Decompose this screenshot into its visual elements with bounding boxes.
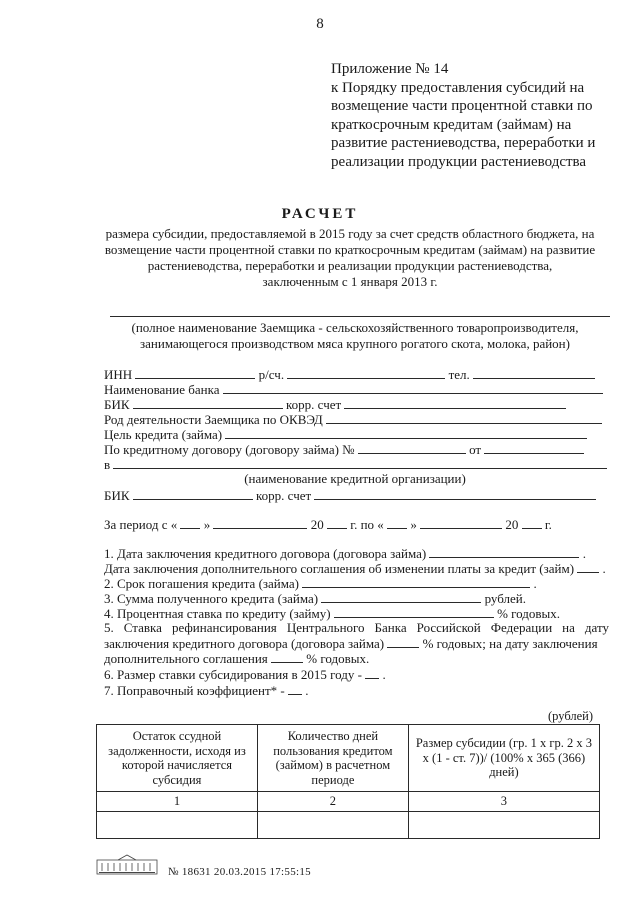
document-registration-stamp: № 18631 20.03.2015 17:55:15	[168, 866, 311, 878]
phone-field[interactable]	[473, 366, 595, 379]
period-year-prefix-2: 20	[505, 517, 519, 532]
bik-field-2[interactable]	[133, 487, 253, 500]
in-label: в	[104, 457, 111, 472]
item-1b-label: Дата заключения дополнительного соглашения об изменении платы за кредит (займ)	[104, 561, 575, 576]
appendix-line: реализации продукции растениеводства	[331, 153, 587, 170]
subtitle-line: заключенным с 1 января 2013 г.	[262, 274, 438, 289]
account-field[interactable]	[287, 366, 445, 379]
document-subtitle	[90, 226, 610, 290]
item-3-label: 3. Сумма полученного кредита (займа)	[104, 591, 319, 606]
purpose-field[interactable]	[225, 426, 587, 439]
period-close-quote: »	[203, 517, 211, 532]
bank-name-field[interactable]	[223, 381, 603, 394]
corr-account-field-2[interactable]	[314, 487, 596, 500]
inn-label: ИНН	[104, 367, 133, 382]
header-cell: Размер субсидии (гр. 1 х гр. 2 х 3 х (1 - ст. 7))/ (100% х 365 (366) дней)	[408, 725, 599, 792]
appendix-line: к Порядку предоставления субсидий на	[331, 79, 585, 96]
item-4-label: 4. Процентная ставка по кредиту (займу)	[104, 606, 331, 621]
item-6-label: 6. Размер ставки субсидирования в 2015 году -	[104, 667, 362, 682]
subtitle-line: растениеводства, переработки и реализации продукции растениеводства,	[147, 258, 553, 273]
header-cell: Количество дней пользования кредитом (займом) в расчетном периоде	[257, 725, 408, 792]
period-year-suffix-2: г.	[544, 517, 552, 532]
item-5-rate-field-2[interactable]	[271, 650, 303, 663]
period-to-day[interactable]	[387, 516, 407, 529]
item-1-end: .	[582, 546, 586, 561]
bank-name-label: Наименование банка	[104, 382, 220, 397]
period-year-prefix: 20	[310, 517, 324, 532]
contract-date-field[interactable]	[484, 441, 584, 454]
bik-field[interactable]	[133, 396, 283, 409]
corr-account-label-2: корр. счет	[256, 488, 312, 503]
period-prefix: За период с «	[104, 517, 178, 532]
table-number-row	[97, 792, 600, 812]
borrower-note	[100, 320, 610, 352]
item-1b-field[interactable]	[577, 560, 599, 573]
item-2-end: .	[533, 576, 537, 591]
item-6-field[interactable]	[365, 666, 379, 679]
item-2-field[interactable]	[302, 575, 530, 588]
bik-label-2: БИК	[104, 488, 130, 503]
credit-org-field[interactable]	[113, 456, 607, 469]
item-7-end: .	[305, 683, 309, 698]
item-7-label: 7. Поправочный коэффициент* -	[104, 683, 285, 698]
item-5-label: заключения кредитного договора (договора займа)	[104, 636, 385, 651]
item-2-label: 2. Срок погашения кредита (займа)	[104, 576, 299, 591]
item-1-field[interactable]	[429, 545, 579, 558]
appendix-line: краткосрочным кредитам (займам) на	[331, 116, 572, 133]
period-year-suffix: г. по «	[350, 517, 384, 532]
item-7-field[interactable]	[288, 682, 302, 695]
phone-label: тел.	[448, 367, 470, 382]
item-7	[104, 682, 308, 699]
activity-field[interactable]	[326, 411, 602, 424]
column-number: 2	[257, 792, 408, 812]
period-close-quote-2: »	[410, 517, 417, 532]
period-from-month[interactable]	[213, 516, 307, 529]
account-label: р/сч.	[258, 367, 285, 382]
contract-from-label: от	[469, 442, 482, 457]
subtitle-line: размера субсидии, предоставляемой в 2015 году за счет средств областного бюджета, на	[105, 226, 595, 241]
subtitle-line: возмещение части процентной ставки по краткосрочным кредитам (займам) на развитие	[104, 242, 596, 257]
item-1b-end: .	[602, 561, 606, 576]
item-5-label-2: % годовых; на дату заключения	[422, 636, 598, 651]
borrower-note-line: (полное наименование Заемщика - сельскохозяйственного товаропроизводителя,	[131, 320, 579, 335]
item-6	[104, 666, 386, 683]
table-header-row	[97, 725, 600, 792]
period-from-day[interactable]	[180, 516, 200, 529]
item-3-field[interactable]	[321, 590, 481, 603]
item-1-label: 1. Дата заключения кредитного договора (договора займа)	[104, 546, 427, 561]
column-number: 1	[97, 792, 258, 812]
column-number: 3	[408, 792, 599, 812]
period-to-year[interactable]	[522, 516, 542, 529]
appendix-header	[331, 60, 595, 171]
appendix-line: возмещение части процентной ставки по	[331, 98, 593, 114]
table-cell[interactable]	[257, 811, 408, 838]
item-4-field[interactable]	[334, 605, 494, 618]
bik-label: БИК	[104, 397, 130, 412]
item-5-line-3	[104, 650, 369, 667]
bik-row-2	[104, 487, 596, 504]
item-3-end: рублей.	[484, 591, 527, 606]
corr-account-label: корр. счет	[286, 397, 342, 412]
appendix-line: Приложение № 14	[331, 61, 449, 77]
period-from-year[interactable]	[327, 516, 347, 529]
contract-label: По кредитному договору (договору займа) №	[104, 442, 355, 457]
item-5-label-4: % годовых.	[306, 651, 370, 666]
item-5-line-1: 5. Ставка рефинансирования Центрального Банка Российской Федерации на дату	[104, 620, 609, 635]
item-5-label-3: дополнительного соглашения	[104, 651, 268, 666]
appendix-line: развитие растениеводства, переработки и	[331, 135, 596, 151]
period-row	[104, 516, 552, 533]
period-to-month[interactable]	[420, 516, 502, 529]
item-6-end: .	[382, 667, 386, 682]
corr-account-field[interactable]	[344, 396, 566, 409]
header-cell: Остаток ссудной задолженности, исходя из которой начисляется субсидия	[97, 725, 258, 792]
item-4-end: % годовых.	[497, 606, 561, 621]
item-5-rate-field[interactable]	[387, 635, 419, 648]
building-stamp-icon	[96, 854, 158, 876]
inn-field[interactable]	[135, 366, 255, 379]
document-title: РАСЧЕТ	[281, 206, 359, 222]
credit-org-note: (наименование кредитной организации)	[244, 471, 466, 486]
borrower-name-line[interactable]	[110, 316, 610, 317]
activity-label: Род деятельности Заемщика по ОКВЭД	[104, 412, 323, 427]
contract-number-field[interactable]	[358, 441, 466, 454]
page-number: 8	[316, 16, 324, 32]
table-row	[97, 811, 600, 838]
table-cell[interactable]	[97, 811, 258, 838]
subsidy-table	[96, 724, 600, 839]
borrower-note-line: занимающегося производством мяса крупного рогатого скота, молока, район)	[140, 336, 570, 351]
purpose-label: Цель кредита (займа)	[104, 427, 223, 442]
table-unit: (рублей)	[548, 709, 594, 723]
table-cell[interactable]	[408, 811, 599, 838]
